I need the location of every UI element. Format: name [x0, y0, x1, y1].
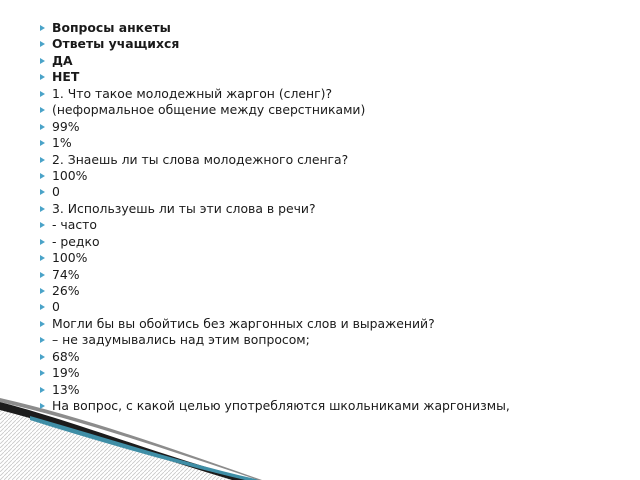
list-item — [38, 168, 510, 184]
list-item-text: НЕТ — [52, 69, 80, 85]
bullet-arrow-icon — [40, 304, 45, 310]
bullet-arrow-icon — [40, 189, 45, 195]
list-item-text: Вопросы анкеты — [52, 20, 171, 35]
list-item — [38, 217, 510, 233]
bullet-arrow-icon — [40, 58, 45, 64]
list-item-text: 74% — [52, 266, 80, 282]
bullet-arrow-icon — [40, 157, 45, 163]
bullet-arrow-icon — [40, 387, 45, 393]
list-item — [38, 349, 510, 365]
bullet-arrow-icon — [40, 107, 45, 113]
list-item — [38, 184, 510, 200]
list-item — [38, 283, 510, 299]
bullet-arrow-icon — [40, 25, 45, 31]
bullet-arrow-icon — [40, 321, 45, 327]
bullet-arrow-icon — [40, 239, 45, 245]
list-item-text: 2. Знаешь ли ты слова молодежного сленга? — [52, 151, 349, 167]
list-item-text: 68% — [52, 348, 80, 364]
list-item — [38, 250, 510, 266]
bullet-arrow-icon — [40, 173, 45, 179]
bullet-arrow-icon — [40, 74, 45, 80]
bullet-arrow-icon — [40, 354, 45, 360]
bullet-arrow-icon — [40, 91, 45, 97]
list-item-text: 26% — [52, 283, 80, 298]
bullet-arrow-icon — [40, 288, 45, 294]
bullet-arrow-icon — [40, 337, 45, 343]
list-item — [38, 201, 510, 217]
list-item-text: Ответы учащихся — [52, 36, 180, 52]
list-item — [38, 267, 510, 283]
list-item — [38, 36, 510, 52]
list-item-text: - часто — [52, 217, 97, 233]
list-item-text: (неформальное общение между сверстниками) — [52, 102, 366, 118]
list-item — [38, 53, 510, 69]
list-item-text: 99% — [52, 118, 80, 134]
list-item-text: 13% — [52, 381, 80, 397]
list-item-text: 19% — [52, 365, 80, 381]
list-item-text: Могли бы вы обойтись без жаргонных слов и выражений? — [52, 315, 435, 331]
list-item — [38, 102, 510, 118]
bullet-arrow-icon — [40, 403, 45, 409]
list-item — [38, 316, 510, 332]
list-item-text: 1% — [52, 135, 72, 151]
list-item — [38, 135, 510, 151]
bullet-arrow-icon — [40, 206, 45, 212]
list-item-text: 1. Что такое молодежный жаргон (сленг)? — [52, 85, 333, 101]
list-item — [38, 382, 510, 398]
list-item — [38, 119, 510, 135]
list-item-text: 0 — [52, 299, 60, 315]
list-item-text: 100% — [52, 250, 88, 266]
list-item-text: – не задумывались над этим вопросом; — [52, 332, 310, 348]
list-item — [38, 332, 510, 348]
list-item-text: 0 — [52, 184, 60, 200]
slide-bullet-list — [38, 20, 510, 415]
list-item — [38, 365, 510, 381]
list-item — [38, 299, 510, 315]
list-item-text: На вопрос, с какой целью употребляются школьниками жаргонизмы, — [52, 398, 510, 414]
bullet-arrow-icon — [40, 272, 45, 278]
list-item — [38, 69, 510, 85]
bullet-arrow-icon — [40, 255, 45, 261]
list-item-text: ДА — [52, 52, 73, 68]
list-item — [38, 398, 510, 414]
list-item — [38, 152, 510, 168]
list-item — [38, 234, 510, 250]
list-item-text: - редко — [52, 233, 100, 249]
bullet-arrow-icon — [40, 124, 45, 130]
list-item — [38, 20, 510, 36]
list-item — [38, 86, 510, 102]
bullet-arrow-icon — [40, 140, 45, 146]
list-item-text: 3. Используешь ли ты эти слова в речи? — [52, 200, 316, 216]
bullet-arrow-icon — [40, 41, 45, 47]
bullet-arrow-icon — [40, 370, 45, 376]
list-item-text: 100% — [52, 167, 88, 183]
bullet-arrow-icon — [40, 222, 45, 228]
